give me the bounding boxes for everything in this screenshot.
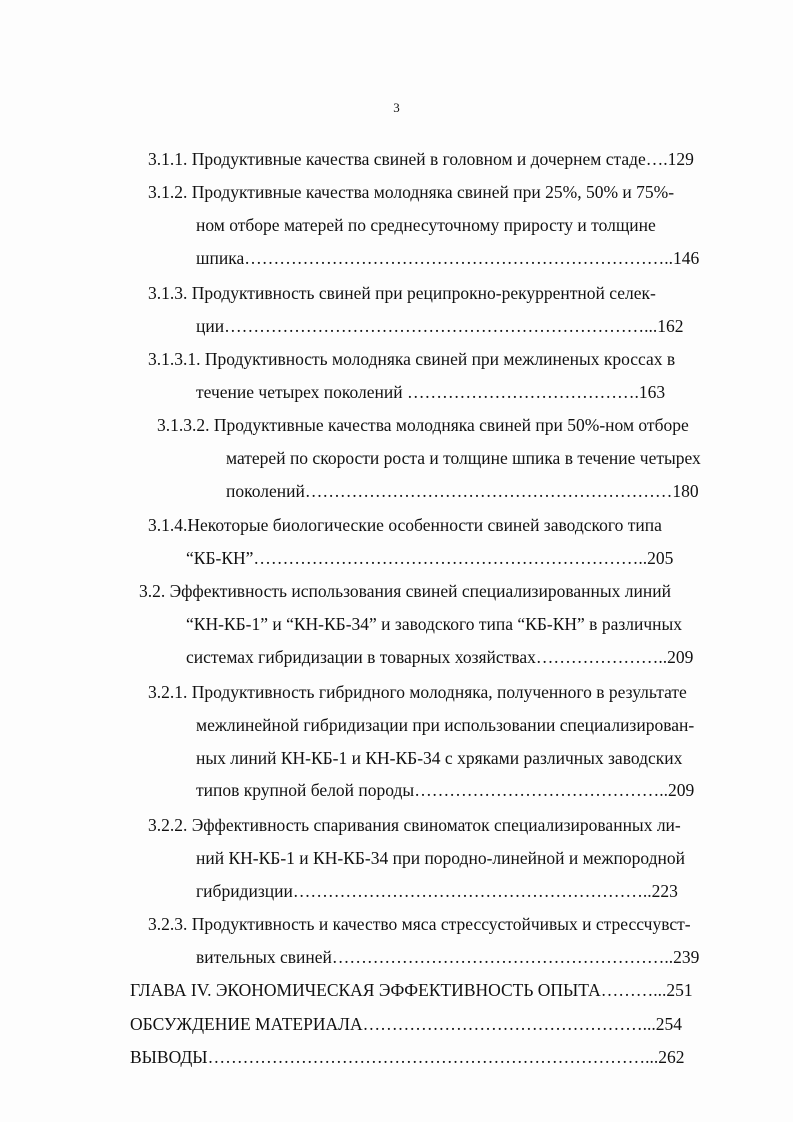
toc-entry-3-2-2-page: гибридизции……………………………………………………..223 xyxy=(196,881,678,901)
toc-entry-conclusions: ВЫВОДЫ…………………………………………………………………...262 xyxy=(130,1047,685,1067)
toc-entry-3-2-3-page: вительных свиней…………………………………………………..239 xyxy=(196,947,700,967)
toc-entry-3-1-3-page: ции………………………………………………………………...162 xyxy=(196,316,684,336)
page-number: 3 xyxy=(393,100,400,115)
toc-entry-3-1-4-page: “КБ-КН”…………………………………………………………..205 xyxy=(186,548,674,568)
toc-entry-3-1-3: 3.1.3. Продуктивность свиней при реципрокно-рекуррентной селек- xyxy=(148,283,656,303)
toc-entry-3-2-2-cont: ний КН-КБ-1 и КН-КБ-34 при породно-линейной и межпородной xyxy=(196,848,686,868)
toc-entry-3-1-3-2-page: поколений………………………………………………………180 xyxy=(226,481,699,501)
toc-entry-discussion: ОБСУЖДЕНИЕ МАТЕРИАЛА…………………………………………...254 xyxy=(130,1014,682,1034)
toc-entry-3-1-1: 3.1.1. Продуктивные качества свиней в головном и дочернем стаде….129 xyxy=(148,149,694,169)
toc-entry-3-2: 3.2. Эффективность использования свиней специализированных линий xyxy=(139,581,671,601)
toc-entry-3-1-2: 3.1.2. Продуктивные качества молодняка свиней при 25%, 50% и 75%- xyxy=(148,182,675,202)
toc-entry-3-1-4: 3.1.4.Некоторые биологические особенности свиней заводского типа xyxy=(148,515,662,535)
toc-entry-3-1-3-1: 3.1.3.1. Продуктивность молодняка свиней при межлиненых кроссах в xyxy=(148,349,676,369)
toc-entry-3-2-1-page: типов крупной белой породы……………………………………..209 xyxy=(196,780,695,800)
toc-entry-3-1-3-2-cont: матерей по скорости роста и толщине шпика в течение четырех xyxy=(226,448,701,468)
toc-entry-3-2-2: 3.2.2. Эффективность спаривания свиноматок специализированных ли- xyxy=(148,815,681,835)
toc-entry-3-1-3-1-page: течение четырех поколений ………………………………….163 xyxy=(196,382,666,402)
toc-entry-3-2-3: 3.2.3. Продуктивность и качество мяса стрессустойчивых и стрессчувст- xyxy=(148,914,691,934)
toc-entry-3-2-1-cont-2: ных линий КН-КБ-1 и КН-КБ-34 с хряками различных заводских xyxy=(196,748,683,768)
toc-entry-3-1-2-page: шпика………………………………………………………………..146 xyxy=(196,248,700,268)
toc-entry-3-2-1-cont-1: межлинейной гибридизации при использовании специализирован- xyxy=(196,715,695,735)
toc-entry-3-2-cont: “КН-КБ-1” и “КН-КБ-34” и заводского типа “КБ-КН” в различных xyxy=(186,614,683,634)
toc-entry-3-2-1: 3.2.1. Продуктивность гибридного молодняка, полученного в результате xyxy=(148,682,687,702)
toc-entry-3-1-3-2: 3.1.3.2. Продуктивные качества молодняка свиней при 50%-ном отборе xyxy=(157,415,689,435)
toc-entry-3-1-2-cont: ном отборе матерей по среднесуточному приросту и толщине xyxy=(196,215,656,235)
toc-entry-chapter-4: ГЛАВА IV. ЭКОНОМИЧЕСКАЯ ЭФФЕКТИВНОСТЬ ОПЫТА………...251 xyxy=(130,980,693,1000)
toc-entry-3-2-page: системах гибридизации в товарных хозяйствах…………………..209 xyxy=(186,647,694,667)
